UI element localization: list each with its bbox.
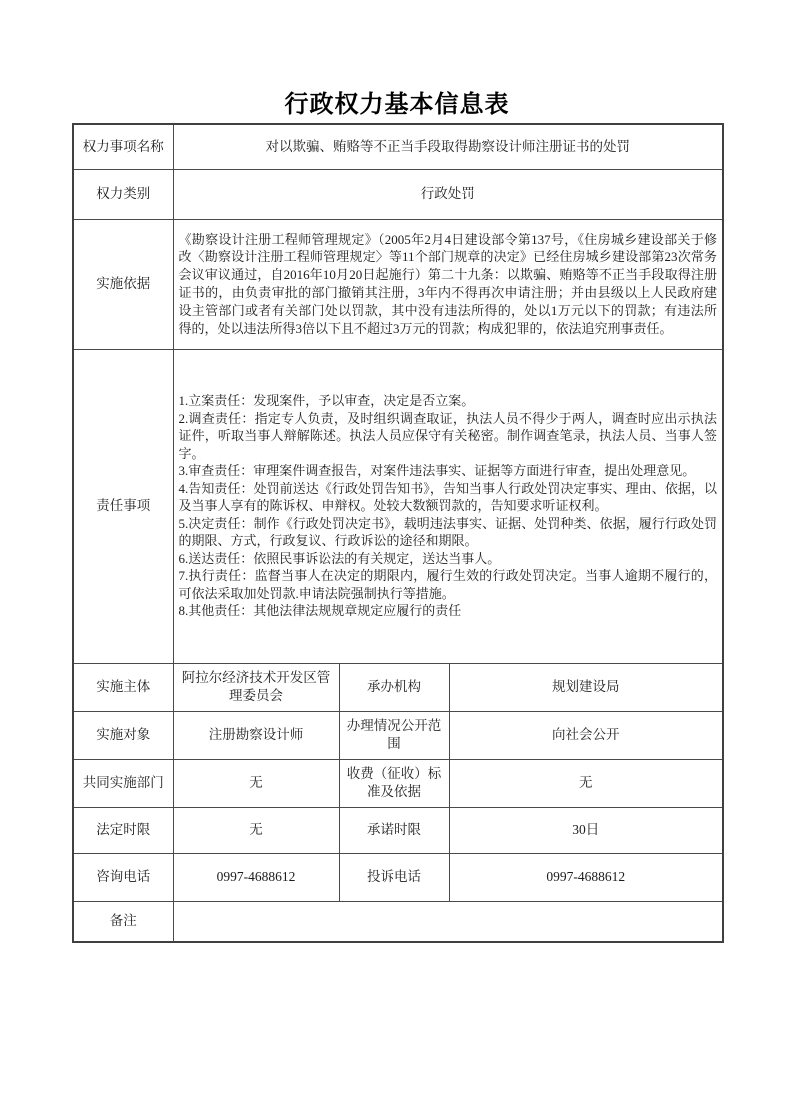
table-row-phones (73, 853, 723, 901)
disclosure-scope-label: 办理情况公开范围 (339, 711, 449, 759)
basis-label: 实施依据 (73, 219, 173, 349)
consult-phone-value: 0997-4688612 (173, 853, 339, 901)
table-row-basis (73, 219, 723, 349)
duty-item: 7.执行责任：监督当事人在决定的期限内，履行生效的行政处罚决定。当事人逾期不履行的，可依法采取加处罚款.申请法院强制执行等措施。 (178, 568, 718, 601)
power-name-label: 权力事项名称 (73, 124, 173, 169)
basis-value-cell (173, 219, 723, 349)
duties-label: 责任事项 (73, 349, 173, 663)
power-category-value: 行政处罚 (173, 169, 723, 219)
target-label: 实施对象 (73, 711, 173, 759)
organizer-value: 规划建设局 (449, 663, 723, 711)
duty-item: 8.其他责任：其他法律法规规章规定应履行的责任 (178, 603, 462, 619)
duty-item: 6.送达责任：依照民事诉讼法的有关规定，送达当事人。 (178, 550, 501, 566)
implementer-value: 阿拉尔经济技术开发区管理委员会 (173, 663, 339, 711)
duty-list (179, 392, 718, 620)
power-category-label: 权力类别 (73, 169, 173, 219)
implementer-label: 实施主体 (73, 663, 173, 711)
complaint-phone-label: 投诉电话 (339, 853, 449, 901)
info-table (72, 123, 724, 943)
target-value: 注册勘察设计师 (173, 711, 339, 759)
fee-standard-value: 无 (449, 759, 723, 807)
fee-standard-label: 收费（征收）标准及依据 (339, 759, 449, 807)
duty-item: 5.决定责任：制作《行政处罚决定书》，载明违法事实、证据、处罚种类、依据，履行行政处罚的期限、方式，行政复议、行政诉讼的途径和期限。 (178, 515, 718, 549)
duties-value-cell (173, 349, 723, 663)
joint-department-value: 无 (173, 759, 339, 807)
remarks-value (173, 901, 723, 942)
disclosure-scope-value: 向社会公开 (449, 711, 723, 759)
promised-time-limit-label: 承诺时限 (339, 807, 449, 853)
power-name-value: 对以欺骗、贿赂等不正当手段取得勘察设计师注册证书的处罚 (173, 124, 723, 169)
consult-phone-label: 咨询电话 (73, 853, 173, 901)
joint-department-label: 共同实施部门 (73, 759, 173, 807)
legal-time-limit-value: 无 (173, 807, 339, 853)
complaint-phone-value: 0997-4688612 (449, 853, 723, 901)
promised-time-limit-value: 30日 (449, 807, 723, 853)
legal-time-limit-label: 法定时限 (73, 807, 173, 853)
table-row-duties (73, 349, 723, 663)
duty-item: 4.告知责任：处罚前送达《行政处罚告知书》，告知当事人行政处罚决定事实、理由、依据，以及当事人享有的陈诉权、申辩权。处较大数额罚款的，告知要求听证权利。 (178, 480, 718, 514)
table-row-implementer (73, 663, 723, 711)
remarks-label: 备注 (73, 901, 173, 942)
table-row-time-limit (73, 807, 723, 853)
table-row-joint-department (73, 759, 723, 807)
duty-item: 1.立案责任：发现案件，予以审查，决定是否立案。 (178, 393, 475, 409)
table-row-power-name (73, 124, 723, 169)
duty-item: 3.审查责任：审理案件调查报告，对案件违法事实、证据等方面进行审查，提出处理意见。 (178, 463, 696, 479)
table-row-power-category (73, 169, 723, 219)
basis-value: 《勘察设计注册工程师管理规定》（2005年2月4日建设部令第137号，《住房城乡建设部关于修改〈勘察设计注册工程师管理规定〉等11个部门规章的决定》已经住房城乡建设部第23次常务会议审议通过，自2016年10月20日起施行）第二十九条：以欺骗、贿赂等不正当手段取得注册证书的，由负责审批的部门撤销其注册，3年内不得再次申请注册；并由县级以上人民政府建设主管部门或者有关部门处以罚款，其中没有违法所得的，处以1万元以下的罚款；有违法所得的，处以违法所得3倍以下且不超过3万元的罚款；构成犯罪的，依法追究刑事责任。 (178, 231, 718, 336)
page-title: 行政权力基本信息表 (284, 92, 510, 118)
table-row-remarks (73, 901, 723, 942)
duty-item: 2.调查责任：指定专人负责，及时组织调查取证，执法人员不得少于两人，调查时应出示执法证件，听取当事人辩解陈述。执法人员应保守有关秘密。制作调查笔录，执法人员、当事人签字。 (178, 410, 718, 461)
table-row-target (73, 711, 723, 759)
organizer-label: 承办机构 (339, 663, 449, 711)
